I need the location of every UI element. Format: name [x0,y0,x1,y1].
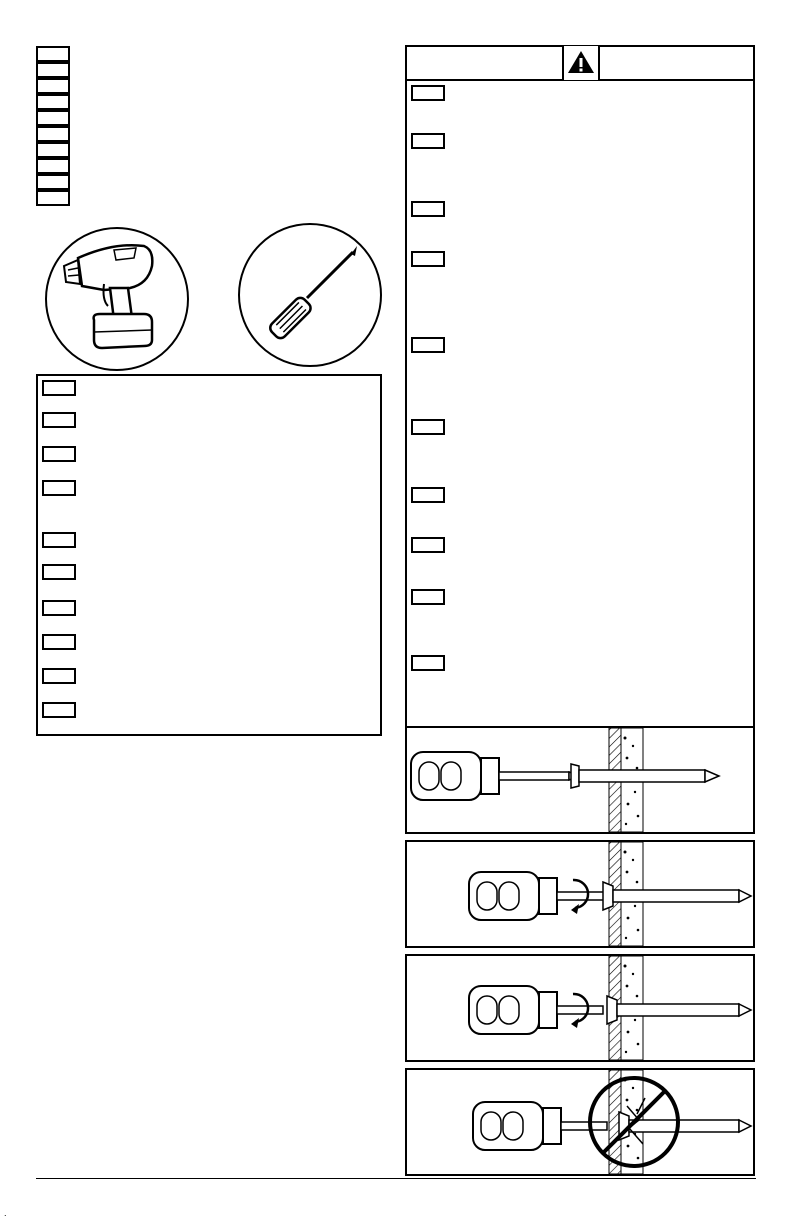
warning-tag [411,337,445,353]
warning-tag [411,133,445,149]
language-tag [36,78,70,94]
tighten-screw-illustration [407,956,753,1060]
language-tag [36,110,70,126]
warning-tag [411,85,445,101]
language-tag [36,94,70,110]
parts-list-tag [42,702,76,718]
parts-list-tag [42,634,76,650]
warning-tag [411,589,445,605]
parts-list-tag [42,668,76,684]
step-do-not-overtighten [405,1068,755,1176]
warning-tag [411,487,445,503]
parts-list-box [36,374,382,736]
language-tag-stack [36,46,72,214]
warning-tag [411,201,445,217]
warning-triangle-icon [564,46,598,78]
language-tag [36,46,70,62]
parts-list-tag [42,412,76,428]
parts-list-tag [42,532,76,548]
phillips-screwdriver-icon [237,222,383,368]
warning-tag [411,419,445,435]
tool-drill [44,226,190,372]
warning-icon-cell [562,46,600,80]
parts-list-tag [42,446,76,462]
warning-tag [411,537,445,553]
warning-tag [411,251,445,267]
parts-list-tag [42,600,76,616]
step-turn-screw [405,840,755,948]
language-tag [36,142,70,158]
footer-rule [36,1178,756,1179]
step-insert-screw [405,726,755,834]
language-tag [36,190,70,206]
tool-screwdriver [237,222,383,368]
insert-screw-illustration [407,728,753,832]
parts-list-tag [42,380,76,396]
language-tag [36,174,70,190]
parts-list-tag [42,480,76,496]
language-tag [36,126,70,142]
warning-tag [411,655,445,671]
cordless-drill-icon [44,226,190,372]
step-tighten-screw [405,954,755,1062]
warning-panel [405,45,755,728]
footer-mark: . [4,1208,7,1218]
language-tag [36,158,70,174]
language-tag [36,62,70,78]
turn-screw-illustration [407,842,753,946]
do-not-overtighten-illustration [407,1070,753,1174]
parts-list-tag [42,564,76,580]
